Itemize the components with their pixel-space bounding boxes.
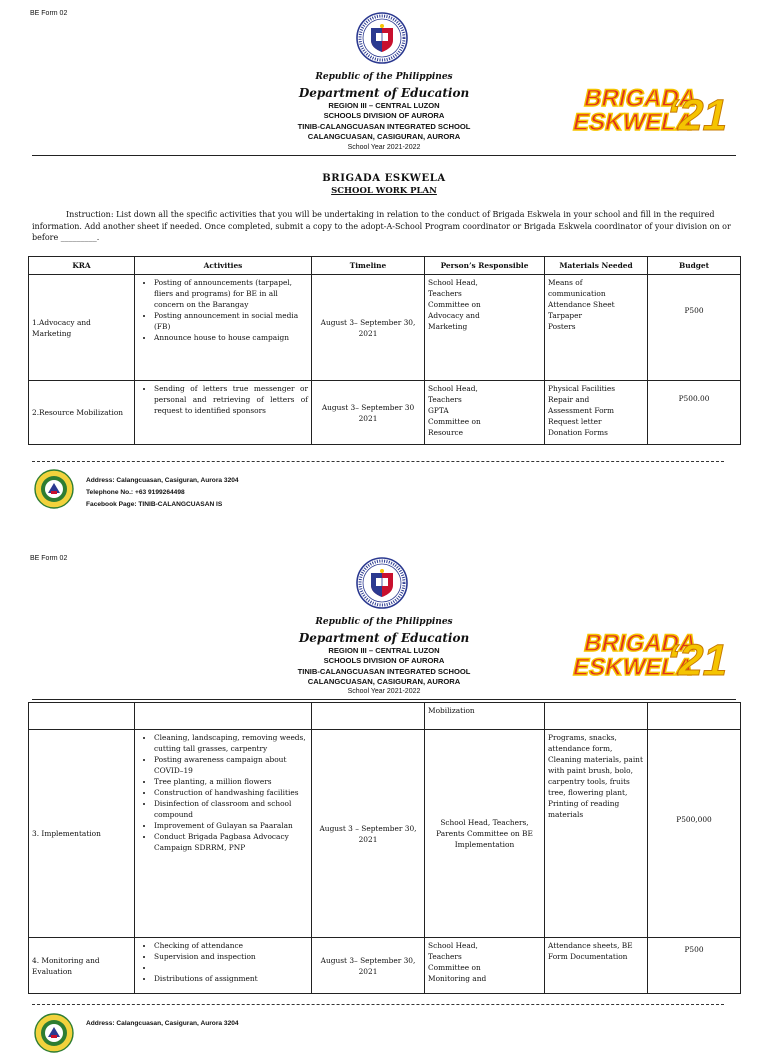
brigada-logo-line2: ESKWELA	[570, 109, 697, 136]
header-rule	[32, 699, 736, 700]
persons-cell: School Head, Teachers GPTA Committee on Resource	[425, 381, 545, 445]
brigada-logo-line1: BRIGADA	[581, 630, 700, 657]
budget-cell: P500,000	[648, 730, 741, 938]
table-row	[29, 730, 741, 938]
activity-item	[154, 962, 308, 973]
column-header-kra: KRA	[29, 257, 135, 275]
column-header-materials: Materials Needed	[545, 257, 648, 275]
activity-item: • Improvement of Gulayan sa Paaralan	[154, 820, 308, 831]
footer-telephone: Telephone No.: +63 9199264498	[86, 489, 185, 496]
work-plan-table	[28, 256, 741, 445]
table-row	[29, 381, 741, 445]
work-plan-table-continued	[28, 702, 741, 994]
footer-address: Address: Calangcuasan, Casiguran, Aurora 3204	[86, 477, 239, 484]
activity-item: • Announce house to house campaign	[154, 332, 308, 343]
activity-item: • Distributions of assignment	[154, 973, 308, 984]
timeline-cell	[312, 703, 425, 730]
table-row	[29, 938, 741, 994]
activity-item: • Posting of announcements (tarpapel, fliers and programs) for BE in all concern on the Barangay	[154, 277, 308, 310]
activity-item: • Supervision and inspection	[154, 951, 308, 962]
activity-item: • Disinfection of classroom and school compound	[154, 798, 308, 820]
page-separator	[0, 518, 768, 545]
materials-cell: Programs, snacks, attendance form, Cleaning materials, paint with paint brush, bolo, carpentry tools, fruits tree, flowering plant, Printing of reading materials	[545, 730, 648, 938]
footer-rule	[32, 461, 724, 462]
school-year-line: School Year 2021-2022	[347, 688, 421, 695]
budget-cell	[648, 703, 741, 730]
republic-heading: Republic of the Philippines	[315, 72, 453, 82]
activities-cell	[135, 938, 312, 994]
persons-cell: Mobilization	[425, 703, 545, 730]
school-logo-icon	[34, 469, 74, 509]
materials-cell: Physical Facilities Repair and Assessment Form Request letter Donation Forms	[545, 381, 648, 445]
school-address-line: CALANGCUASAN, CASIGURAN, AURORA	[307, 677, 461, 686]
table-header-row	[29, 257, 741, 275]
republic-heading: Republic of the Philippines	[315, 617, 453, 627]
department-heading: Department of Education	[298, 86, 470, 100]
kra-cell: 1.Advocacy and Marketing	[29, 275, 135, 381]
budget-cell: P500.00	[648, 381, 741, 445]
persons-cell: School Head, Teachers Committee on Advocacy and Marketing	[425, 275, 545, 381]
activities-cell	[135, 381, 312, 445]
kra-cell: 3. Implementation	[29, 730, 135, 938]
brigada-eskwela-logo	[570, 82, 734, 140]
column-header-budget: Budget	[648, 257, 741, 275]
document-subtitle: SCHOOL WORK PLAN	[331, 186, 437, 196]
department-heading: Department of Education	[298, 631, 470, 645]
footer-address: Address: Calangcuasan, Casiguran, Aurora 3204	[86, 1020, 239, 1027]
school-logo-icon	[34, 1013, 74, 1053]
persons-cell: School Head, Teachers Committee on Monitoring and	[425, 938, 545, 994]
timeline-cell: August 3– September 30 2021	[312, 381, 425, 445]
school-name-line: TINIB-CALANGCUASAN INTEGRATED SCHOOL	[297, 122, 471, 131]
activity-item: • Posting awareness campaign about COVID–19	[154, 754, 308, 776]
document-page-2	[0, 545, 768, 1063]
materials-cell: Means of communication Attendance Sheet Tarpaper Posters	[545, 275, 648, 381]
brigada-logo-line1: BRIGADA	[581, 85, 700, 112]
school-year-line: School Year 2021-2022	[347, 144, 421, 151]
deped-seal-icon	[356, 12, 408, 64]
budget-cell: P500	[648, 938, 741, 994]
document-page-1	[0, 0, 768, 518]
brigada-logo-year: ‘21	[661, 636, 734, 685]
header-rule	[32, 155, 736, 156]
kra-cell: 2.Resource Mobilization	[29, 381, 135, 445]
activities-cell	[135, 275, 312, 381]
brigada-eskwela-logo	[570, 627, 734, 685]
division-line: SCHOOLS DIVISION OF AURORA	[323, 111, 445, 120]
timeline-cell: August 3– September 30, 2021	[312, 275, 425, 381]
column-header-persons: Person’s Responsible	[425, 257, 545, 275]
column-header-timeline: Timeline	[312, 257, 425, 275]
activity-item: • Tree planting, a million flowers	[154, 776, 308, 787]
activity-item: • Posting announcement in social media (FB)	[154, 310, 308, 332]
region-line: REGION III – CENTRAL LUZON	[328, 646, 440, 655]
persons-cell: School Head, Teachers, Parents Committee on BE Implementation	[425, 730, 545, 938]
activity-item: • Sending of letters true messenger or personal and retrieving of letters of request to identified sponsors	[154, 383, 308, 416]
timeline-cell: August 3 – September 30, 2021	[312, 730, 425, 938]
region-line: REGION III – CENTRAL LUZON	[328, 101, 440, 110]
form-code: BE Form 02	[30, 555, 68, 562]
footer-facebook: Facebook Page: TINIB-CALANGCUASAN IS	[86, 501, 223, 508]
school-name-line: TINIB-CALANGCUASAN INTEGRATED SCHOOL	[297, 667, 471, 676]
deped-seal-icon	[356, 557, 408, 609]
activity-item: • Conduct Brigada Pagbasa Advocacy Campaign SDRRM, PNP	[154, 831, 308, 853]
materials-cell	[545, 703, 648, 730]
materials-cell: Attendance sheets, BE Form Documentation	[545, 938, 648, 994]
activity-item: • Cleaning, landscaping, removing weeds, cutting tall grasses, carpentry	[154, 732, 308, 754]
activity-item: • Construction of handwashing facilities	[154, 787, 308, 798]
kra-cell: 4. Monitoring and Evaluation	[29, 938, 135, 994]
activities-cell	[135, 703, 312, 730]
timeline-cell: August 3– September 30, 2021	[312, 938, 425, 994]
instruction-text: Instruction: List down all the specific activities that you will be undertaking in relation to the conduct of Brigada Eskwela in your school and fill in the required information. Add another sheet if needed. Once completed, submit a copy to the adopt-A-School Program coordinator or Brigada Eskwela coordinator of your division on or before _________.	[32, 210, 731, 242]
document-title: BRIGADA ESKWELA	[322, 173, 446, 184]
activity-item: • Checking of attendance	[154, 940, 308, 951]
division-line: SCHOOLS DIVISION OF AURORA	[323, 656, 445, 665]
footer-contact	[86, 1018, 239, 1030]
footer-rule	[32, 1004, 724, 1005]
brigada-logo-line2: ESKWELA	[570, 654, 697, 681]
table-row	[29, 275, 741, 381]
budget-cell: P500	[648, 275, 741, 381]
footer-contact	[86, 475, 239, 511]
column-header-activities: Activities	[135, 257, 312, 275]
brigada-logo-year: ‘21	[661, 91, 734, 140]
kra-cell	[29, 703, 135, 730]
form-code: BE Form 02	[30, 10, 68, 17]
activities-cell	[135, 730, 312, 938]
school-address-line: CALANGCUASAN, CASIGURAN, AURORA	[307, 132, 461, 141]
table-row	[29, 703, 741, 730]
